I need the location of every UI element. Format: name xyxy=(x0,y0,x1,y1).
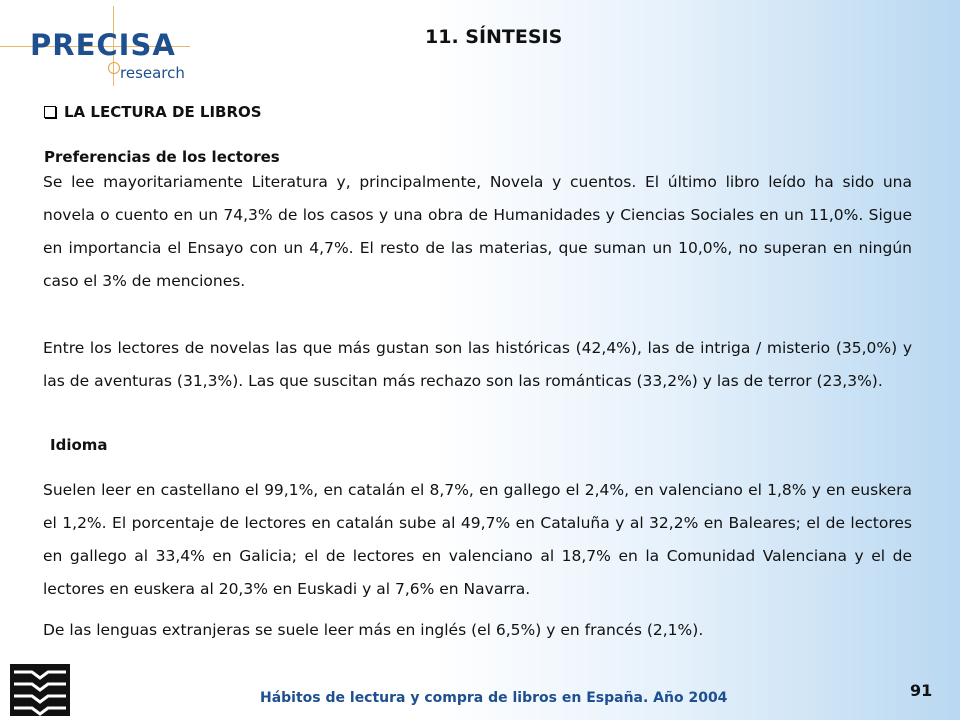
subheading-idioma: Idioma xyxy=(50,436,108,454)
page-title: 11. SÍNTESIS xyxy=(425,26,563,48)
subheading-preferencias: Preferencias de los lectores xyxy=(44,148,280,166)
square-bullet-icon xyxy=(44,106,56,118)
logo-subtitle: research xyxy=(120,64,185,82)
paragraph-preferencias-2: Entre los lectores de novelas las que más gustan son las históricas (42,4%), las de intriga / misterio (35,0%) y las de aventuras (31,3%). Las que suscitan más rechazo son las románticas (33,2%) y las de terror (23,3%). xyxy=(43,338,912,390)
page-number: 91 xyxy=(910,681,933,700)
logo-circle-icon xyxy=(108,62,120,74)
paragraph-idioma-2: De las lenguas extranjeras se suele leer más en inglés (el 6,5%) y en francés (2,1%). xyxy=(43,620,704,639)
footer-caption: Hábitos de lectura y compra de libros en España. Año 2004 xyxy=(260,690,728,706)
paragraph-idioma-1: Suelen leer en castellano el 99,1%, en catalán el 8,7%, en gallego el 2,4%, en valenciano el 1,8% y en euskera el 1,2%. El porcentaje de lectores en catalán sube al 49,7% en Cataluña y al 32,2% en Baleares; el de lectores en gallego al 33,4% en Galicia; el de lectores en valenciano al 18,7% en la Comunidad Valenciana y el de lectores en euskera al 20,3% en Euskadi y al 7,6% en Navarra. xyxy=(43,480,912,598)
precisa-research-logo xyxy=(0,0,200,90)
book-stack-icon xyxy=(10,664,70,716)
paragraph-preferencias-1: Se lee mayoritariamente Literatura y, principalmente, Novela y cuentos. El último libro leído ha sido una novela o cuento en un 74,3% de los casos y una obra de Humanidades y Ciencias Sociales en un 11,0%. Sigue en importancia el Ensayo con un 4,7%. El resto de las materias, que suman un 10,0%, no superan en ningún caso el 3% de menciones. xyxy=(43,172,912,290)
section-title: LA LECTURA DE LIBROS xyxy=(64,103,262,121)
logo-wordmark: PRECISA xyxy=(30,28,176,62)
section-heading xyxy=(44,103,262,121)
